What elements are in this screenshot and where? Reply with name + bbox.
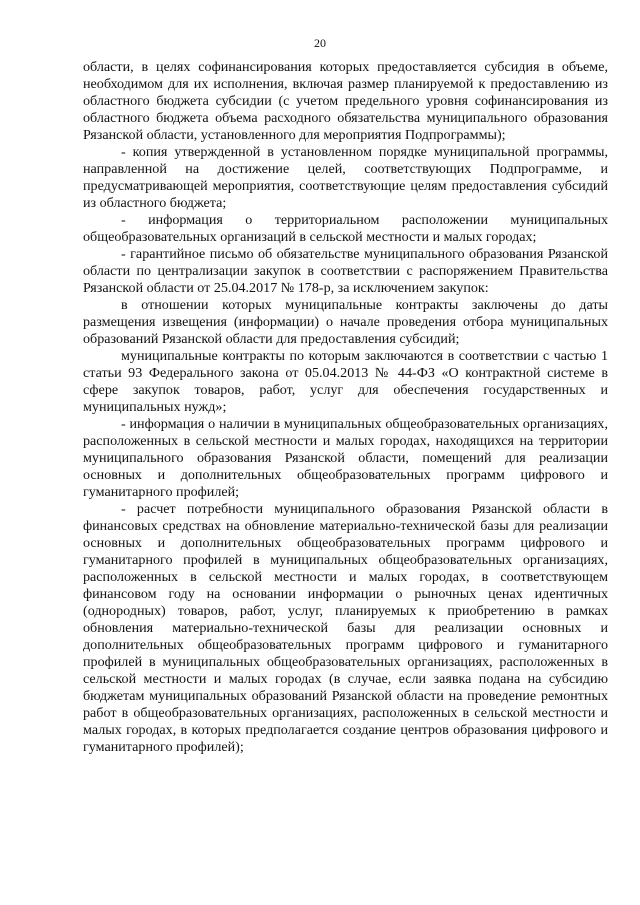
paragraph: - расчет потребности муниципального образования Рязанской области в финансовых средствах на обновление материально-технической базы для реализации основных и дополнительных общеобразовательных программ цифрового и гуманитарного профилей в муниципальных общеобразовательных организациях, расположенных в сельской местности и малых городах, в соответствующем финансовом году на основании информации о рыночных ценах идентичных (однородных) товаров, работ, услуг, планируемых к приобретению в рамках обновления материально-технической базы для реализации основных и дополнительных общеобразовательных программ цифрового и гуманитарного профилей в муниципальных общеобразовательных организациях, расположенных в сельской местности и малых городах (в случае, если заявка подана на субсидию бюджетам муниципальных образований Рязанской области на проведение ремонтных работ в общеобразовательных организациях, расположенных в сельской местности и малых городах, в которых предполагается создание центров образования цифрового и гуманитарного профилей); [83, 501, 608, 755]
paragraph: области, в целях софинансирования которых предоставляется субсидия в объеме, необходимом для их исполнения, включая размер планируемой к предоставлению из областного бюджета субсидии (с учетом предельного уровня софинансирования из областного бюджета объема расходного обязательства муниципального образования Рязанской области, установленного для мероприятия Подпрограммы); [83, 59, 608, 143]
paragraph: - информация о наличии в муниципальных общеобразовательных организациях, расположенных в сельской местности и малых городах, находящихся на территории муниципального образования Рязанской области, помещений для реализации основных и дополнительных общеобразовательных программ цифрового и гуманитарного профилей; [83, 416, 608, 500]
paragraph: муниципальные контракты по которым заключаются в соответствии с частью 1 статьи 93 Федерального закона от 05.04.2013 № 44-ФЗ «О контрактной системе в сфере закупок товаров, работ, услуг для обеспечения государственных и муниципальных нужд»; [83, 348, 608, 415]
paragraph: в отношении которых муниципальные контракты заключены до даты размещения извещения (информации) о начале проведения отбора муниципальных образований Рязанской области для предоставления субсидий; [83, 297, 608, 347]
page-number: 20 [314, 36, 326, 50]
document-body [83, 59, 608, 756]
paragraph: - информация о территориальном расположении муниципальных общеобразовательных организаций в сельской местности и малых городах; [83, 212, 608, 245]
paragraph: - гарантийное письмо об обязательстве муниципального образования Рязанской области по централизации закупок в соответствии с распоряжением Правительства Рязанской области от 25.04.2017 № 178-р, за исключением закупок: [83, 246, 608, 296]
paragraph: - копия утвержденной в установленном порядке муниципальной программы, направленной на достижение целей, соответствующих Подпрограмме, и предусматривающей мероприятия, соответствующие целям предоставления субсидий из областного бюджета; [83, 144, 608, 211]
